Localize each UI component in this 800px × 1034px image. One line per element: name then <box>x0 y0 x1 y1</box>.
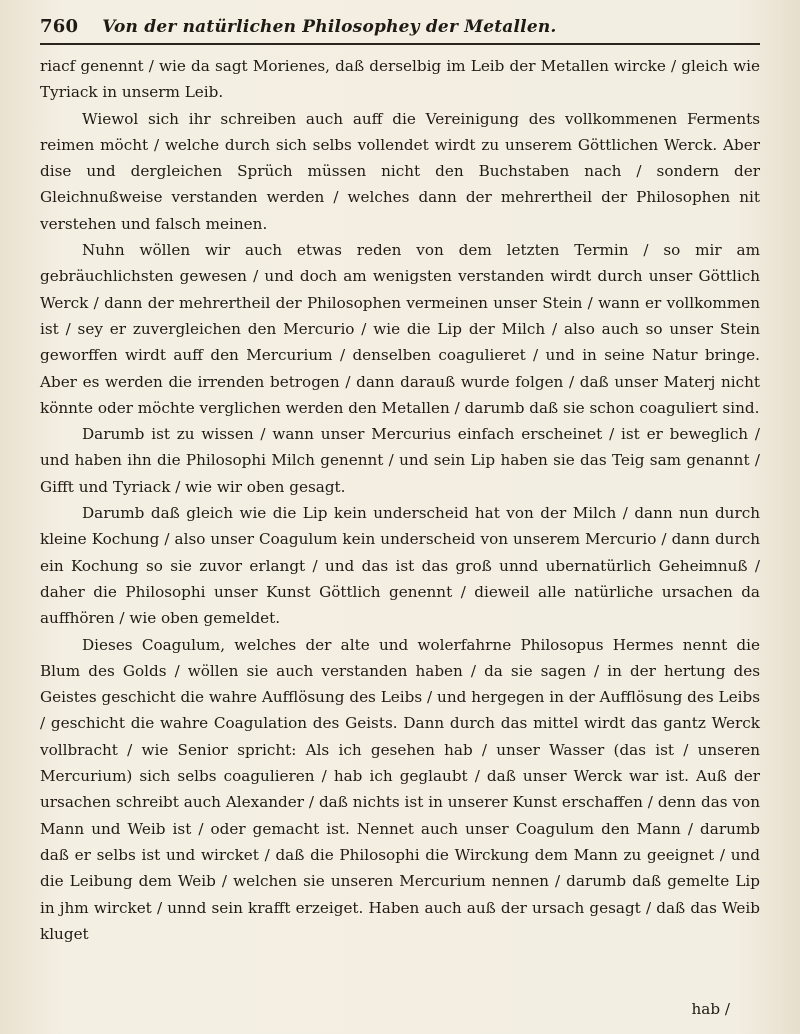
paragraph: Darumb ist zu wissen / wann unser Mercurius einfach erscheinet / ist er beweglich / und haben ihn die Philosophi Milch genennt / und sein Lip haben sie das Teig sam genannt / Gifft und Tyriack / wie wir oben gesagt. <box>40 425 760 496</box>
catchword: hab / <box>691 1000 730 1018</box>
running-title: Von der natürlichen Philosophey der Metallen. <box>102 17 557 37</box>
paragraph: riacf genennt / wie da sagt Morienes, daß derselbig im Leib der Metallen wircke / gleich wie Tyriack in unserm Leib. <box>40 57 760 102</box>
page-header <box>40 16 760 45</box>
paragraph: Dieses Coagulum, welches der alte und wolerfahrne Philosopus Hermes nennt die Blum des Golds / wöllen sie auch verstanden haben / da sie sagen / in der hertung des Geistes geschicht die wahre Aufflösung des Leibs / und hergegen in der Aufflösung des Leibs / geschicht die wahre Coagulation des Geists. Dann durch das mittel wirdt das gantz Werck vollbracht / wie Senior spricht: Als ich gesehen hab / unser Wasser (das ist / unseren Mercurium) sich selbs coagulieren / hab ich geglaubt / daß unser Werck war ist. Auß der ursachen schreibt auch Alexander / daß nichts ist in unserer Kunst erschaffen / denn das von Mann und Weib ist / oder gemacht ist. Nennet auch unser Coagulum den Mann / darumb daß er selbs ist und wircket / daß die Philosophi die Wirckung dem Mann zu geeignet / und die Leibung dem Weib / welchen sie unseren Mercurium nennen / darumb daß gemelte Lip in jhm wircket / unnd sein krafft erzeiget. Haben auch auß der ursach gesagt / daß das Weib kluget <box>40 635 760 943</box>
paragraph: Wiewol sich ihr schreiben auch auff die Vereinigung des vollkommenen Ferments reimen möcht / welche durch sich selbs vollendet wirdt zu unserem Göttlichen Werck. Aber dise und dergleichen Sprüch müssen nicht den Buchstaben nach / sondern der Gleichnußweise verstanden werden / welches dann der mehrertheil der Philosophen nit verstehen und falsch meinen. <box>40 109 760 233</box>
paragraph: Darumb daß gleich wie die Lip kein underscheid hat von der Milch / dann nun durch kleine Kochung / also unser Coagulum kein underscheid von unserem Mercurio / dann durch ein Kochung so sie zuvor erlangt / und das ist das groß unnd ubernatürlich Geheimnuß / daher die Philosophi unser Kunst Göttlich genennt / dieweil alle natürliche ursachen da auffhören / wie oben gemeldet. <box>40 504 760 628</box>
paragraph: Nuhn wöllen wir auch etwas reden von dem letzten Termin / so mir am gebräuchlichsten gewesen / und doch am wenigsten verstanden wirdt durch unser Göttlich Werck / dann der mehrertheil der Philosophen vermeinen unser Stein / wann er vollkommen ist / sey er zuvergleichen den Mercurio / wie die Lip der Milch / also auch so unser Stein geworffen wirdt auff den Mercurium / denselben coagulieret / und in seine Natur bringe. Aber es werden die irrenden betrogen / dann darauß wurde folgen / daß unser Materj nicht könnte oder möchte verglichen werden den Metallen / darumb daß sie schon coaguliert sind. <box>40 241 760 417</box>
body-text <box>40 53 760 947</box>
page-number: 760 <box>40 16 79 37</box>
